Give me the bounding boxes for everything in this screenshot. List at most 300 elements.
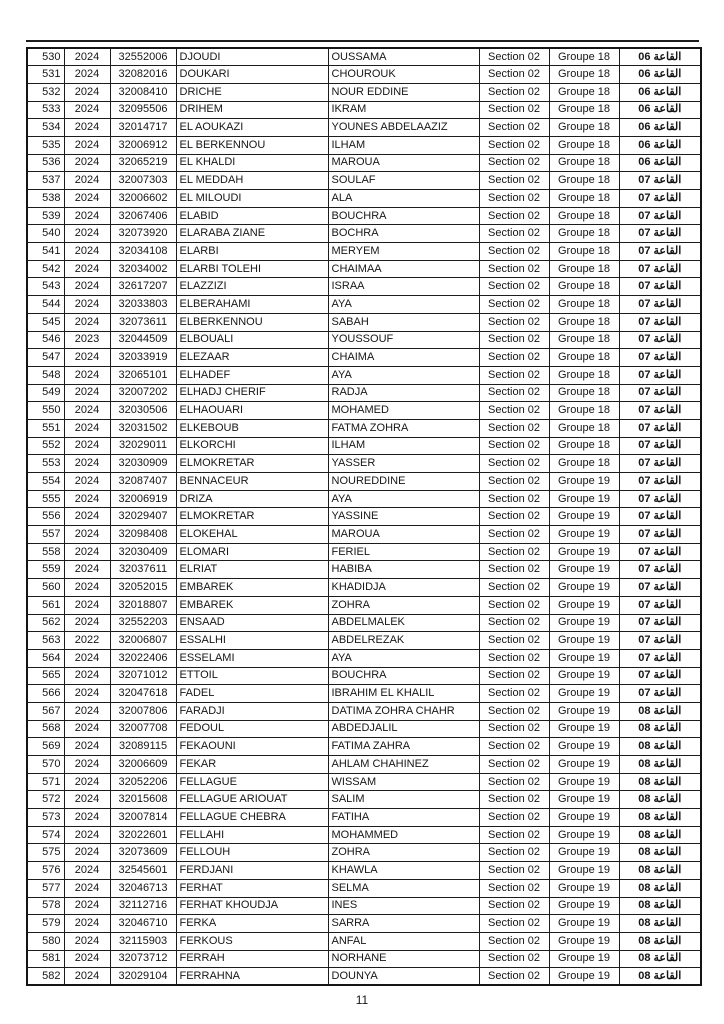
table-row bbox=[27, 844, 701, 862]
cell-last-name: FERKOUS bbox=[176, 932, 328, 950]
table-row bbox=[27, 968, 701, 986]
cell-groupe: Groupe 18 bbox=[549, 437, 619, 455]
cell-year: 2024 bbox=[64, 101, 110, 119]
cell-groupe: Groupe 19 bbox=[549, 932, 619, 950]
cell-row-number: 578 bbox=[27, 897, 64, 915]
cell-room: القاعة 08 bbox=[619, 791, 701, 809]
cell-section: Section 02 bbox=[479, 844, 549, 862]
cell-last-name: ELMOKRETAR bbox=[176, 508, 328, 526]
cell-row-number: 539 bbox=[27, 207, 64, 225]
cell-room: القاعة 08 bbox=[619, 862, 701, 880]
cell-row-number: 570 bbox=[27, 756, 64, 774]
cell-groupe: Groupe 19 bbox=[549, 968, 619, 986]
cell-year: 2024 bbox=[64, 720, 110, 738]
cell-registration-id: 32018807 bbox=[110, 596, 176, 614]
cell-registration-id: 32112716 bbox=[110, 897, 176, 915]
cell-registration-id: 32006912 bbox=[110, 136, 176, 154]
cell-year: 2024 bbox=[64, 313, 110, 331]
cell-row-number: 531 bbox=[27, 66, 64, 84]
cell-section: Section 02 bbox=[479, 579, 549, 597]
cell-section: Section 02 bbox=[479, 968, 549, 986]
cell-room: القاعة 07 bbox=[619, 278, 701, 296]
cell-first-name: ISRAA bbox=[328, 278, 479, 296]
cell-room: القاعة 08 bbox=[619, 756, 701, 774]
cell-registration-id: 32029011 bbox=[110, 437, 176, 455]
cell-first-name: AYA bbox=[328, 490, 479, 508]
cell-first-name: CHAIMA bbox=[328, 349, 479, 367]
cell-last-name: ELARABA ZIANE bbox=[176, 225, 328, 243]
cell-first-name: KHADIDJA bbox=[328, 579, 479, 597]
cell-section: Section 02 bbox=[479, 437, 549, 455]
cell-row-number: 550 bbox=[27, 402, 64, 420]
cell-section: Section 02 bbox=[479, 83, 549, 101]
cell-row-number: 565 bbox=[27, 667, 64, 685]
cell-year: 2024 bbox=[64, 508, 110, 526]
cell-room: القاعة 08 bbox=[619, 968, 701, 986]
cell-last-name: ELRIAT bbox=[176, 561, 328, 579]
cell-year: 2024 bbox=[64, 384, 110, 402]
cell-row-number: 535 bbox=[27, 136, 64, 154]
cell-year: 2024 bbox=[64, 579, 110, 597]
cell-section: Section 02 bbox=[479, 455, 549, 473]
cell-registration-id: 32073609 bbox=[110, 844, 176, 862]
cell-year: 2024 bbox=[64, 702, 110, 720]
cell-last-name: DRIZA bbox=[176, 490, 328, 508]
cell-groupe: Groupe 18 bbox=[549, 207, 619, 225]
table-row bbox=[27, 596, 701, 614]
cell-year: 2024 bbox=[64, 667, 110, 685]
cell-registration-id: 32052206 bbox=[110, 773, 176, 791]
cell-row-number: 549 bbox=[27, 384, 64, 402]
cell-section: Section 02 bbox=[479, 915, 549, 933]
cell-first-name: ILHAM bbox=[328, 136, 479, 154]
cell-last-name: FERKA bbox=[176, 915, 328, 933]
cell-row-number: 575 bbox=[27, 844, 64, 862]
cell-year: 2024 bbox=[64, 773, 110, 791]
cell-year: 2024 bbox=[64, 473, 110, 491]
cell-first-name: AHLAM CHAHINEZ bbox=[328, 756, 479, 774]
cell-room: القاعة 07 bbox=[619, 225, 701, 243]
cell-first-name: FATMA ZOHRA bbox=[328, 419, 479, 437]
cell-section: Section 02 bbox=[479, 313, 549, 331]
cell-groupe: Groupe 19 bbox=[549, 490, 619, 508]
table-row bbox=[27, 862, 701, 880]
cell-first-name: ZOHRA bbox=[328, 596, 479, 614]
cell-year: 2024 bbox=[64, 897, 110, 915]
table-row bbox=[27, 897, 701, 915]
cell-first-name: AYA bbox=[328, 366, 479, 384]
cell-row-number: 538 bbox=[27, 190, 64, 208]
cell-first-name: YOUSSOUF bbox=[328, 331, 479, 349]
cell-groupe: Groupe 18 bbox=[549, 66, 619, 84]
cell-section: Section 02 bbox=[479, 260, 549, 278]
cell-section: Section 02 bbox=[479, 508, 549, 526]
cell-first-name: NORHANE bbox=[328, 950, 479, 968]
cell-section: Section 02 bbox=[479, 136, 549, 154]
cell-room: القاعة 07 bbox=[619, 455, 701, 473]
cell-last-name: FEKAOUNI bbox=[176, 738, 328, 756]
cell-groupe: Groupe 18 bbox=[549, 260, 619, 278]
cell-groupe: Groupe 19 bbox=[549, 543, 619, 561]
cell-room: القاعة 08 bbox=[619, 826, 701, 844]
cell-first-name: AYA bbox=[328, 649, 479, 667]
cell-section: Section 02 bbox=[479, 791, 549, 809]
cell-section: Section 02 bbox=[479, 879, 549, 897]
cell-groupe: Groupe 19 bbox=[549, 809, 619, 827]
cell-registration-id: 32007303 bbox=[110, 172, 176, 190]
table-row bbox=[27, 48, 701, 66]
cell-year: 2024 bbox=[64, 154, 110, 172]
table-row bbox=[27, 543, 701, 561]
cell-registration-id: 32087407 bbox=[110, 473, 176, 491]
cell-room: القاعة 07 bbox=[619, 207, 701, 225]
cell-room: القاعة 08 bbox=[619, 702, 701, 720]
cell-registration-id: 32030909 bbox=[110, 455, 176, 473]
cell-registration-id: 32545601 bbox=[110, 862, 176, 880]
cell-last-name: ELBERAHAMI bbox=[176, 296, 328, 314]
cell-registration-id: 32037611 bbox=[110, 561, 176, 579]
cell-row-number: 573 bbox=[27, 809, 64, 827]
cell-row-number: 534 bbox=[27, 119, 64, 137]
cell-room: القاعة 06 bbox=[619, 66, 701, 84]
cell-section: Section 02 bbox=[479, 101, 549, 119]
table-row bbox=[27, 809, 701, 827]
cell-row-number: 579 bbox=[27, 915, 64, 933]
table-row bbox=[27, 349, 701, 367]
table-row bbox=[27, 384, 701, 402]
cell-year: 2024 bbox=[64, 932, 110, 950]
cell-row-number: 536 bbox=[27, 154, 64, 172]
cell-registration-id: 32073920 bbox=[110, 225, 176, 243]
cell-groupe: Groupe 18 bbox=[549, 402, 619, 420]
cell-year: 2024 bbox=[64, 950, 110, 968]
cell-last-name: ELHADJ CHERIF bbox=[176, 384, 328, 402]
table-row bbox=[27, 419, 701, 437]
cell-registration-id: 32022601 bbox=[110, 826, 176, 844]
cell-groupe: Groupe 19 bbox=[549, 950, 619, 968]
table-row bbox=[27, 101, 701, 119]
cell-last-name: ELARBI TOLEHI bbox=[176, 260, 328, 278]
cell-first-name: FERIEL bbox=[328, 543, 479, 561]
cell-last-name: DOUKARI bbox=[176, 66, 328, 84]
table-row bbox=[27, 207, 701, 225]
table-row bbox=[27, 260, 701, 278]
cell-row-number: 555 bbox=[27, 490, 64, 508]
cell-room: القاعة 07 bbox=[619, 384, 701, 402]
cell-groupe: Groupe 19 bbox=[549, 720, 619, 738]
table-row bbox=[27, 667, 701, 685]
cell-groupe: Groupe 19 bbox=[549, 738, 619, 756]
cell-row-number: 540 bbox=[27, 225, 64, 243]
cell-registration-id: 32007202 bbox=[110, 384, 176, 402]
cell-room: القاعة 07 bbox=[619, 561, 701, 579]
cell-section: Section 02 bbox=[479, 543, 549, 561]
table-row bbox=[27, 136, 701, 154]
cell-last-name: ELMOKRETAR bbox=[176, 455, 328, 473]
cell-room: القاعة 06 bbox=[619, 83, 701, 101]
cell-last-name: FADEL bbox=[176, 685, 328, 703]
cell-year: 2024 bbox=[64, 915, 110, 933]
cell-last-name: DRIHEM bbox=[176, 101, 328, 119]
cell-row-number: 561 bbox=[27, 596, 64, 614]
cell-first-name: IKRAM bbox=[328, 101, 479, 119]
student-roster-table bbox=[26, 47, 702, 986]
cell-year: 2024 bbox=[64, 119, 110, 137]
cell-row-number: 560 bbox=[27, 579, 64, 597]
cell-row-number: 544 bbox=[27, 296, 64, 314]
cell-registration-id: 32015608 bbox=[110, 791, 176, 809]
cell-section: Section 02 bbox=[479, 366, 549, 384]
cell-first-name: BOUCHRA bbox=[328, 667, 479, 685]
cell-section: Section 02 bbox=[479, 490, 549, 508]
cell-section: Section 02 bbox=[479, 402, 549, 420]
cell-year: 2022 bbox=[64, 632, 110, 650]
cell-groupe: Groupe 18 bbox=[549, 243, 619, 261]
cell-year: 2024 bbox=[64, 83, 110, 101]
cell-row-number: 559 bbox=[27, 561, 64, 579]
cell-groupe: Groupe 18 bbox=[549, 331, 619, 349]
cell-last-name: DJOUDI bbox=[176, 48, 328, 66]
cell-last-name: FERRAHNA bbox=[176, 968, 328, 986]
cell-section: Section 02 bbox=[479, 243, 549, 261]
cell-groupe: Groupe 18 bbox=[549, 136, 619, 154]
cell-first-name: CHOUROUK bbox=[328, 66, 479, 84]
cell-groupe: Groupe 18 bbox=[549, 119, 619, 137]
cell-section: Section 02 bbox=[479, 349, 549, 367]
cell-first-name: NOUR EDDINE bbox=[328, 83, 479, 101]
table-row bbox=[27, 296, 701, 314]
table-row bbox=[27, 720, 701, 738]
cell-room: القاعة 07 bbox=[619, 508, 701, 526]
cell-room: القاعة 08 bbox=[619, 738, 701, 756]
cell-last-name: FELLAHI bbox=[176, 826, 328, 844]
cell-groupe: Groupe 19 bbox=[549, 879, 619, 897]
cell-year: 2024 bbox=[64, 278, 110, 296]
cell-last-name: FEDOUL bbox=[176, 720, 328, 738]
cell-section: Section 02 bbox=[479, 738, 549, 756]
cell-first-name: YASSER bbox=[328, 455, 479, 473]
cell-first-name: SOULAF bbox=[328, 172, 479, 190]
cell-section: Section 02 bbox=[479, 473, 549, 491]
cell-registration-id: 32089115 bbox=[110, 738, 176, 756]
cell-room: القاعة 08 bbox=[619, 809, 701, 827]
cell-registration-id: 32030506 bbox=[110, 402, 176, 420]
cell-first-name: IBRAHIM EL KHALIL bbox=[328, 685, 479, 703]
cell-groupe: Groupe 19 bbox=[549, 667, 619, 685]
cell-first-name: AYA bbox=[328, 296, 479, 314]
cell-registration-id: 32029104 bbox=[110, 968, 176, 986]
cell-section: Section 02 bbox=[479, 596, 549, 614]
cell-section: Section 02 bbox=[479, 526, 549, 544]
cell-section: Section 02 bbox=[479, 702, 549, 720]
cell-first-name: ABDELREZAK bbox=[328, 632, 479, 650]
page-number: 11 bbox=[355, 993, 369, 1007]
table-row bbox=[27, 950, 701, 968]
cell-year: 2024 bbox=[64, 402, 110, 420]
cell-room: القاعة 07 bbox=[619, 243, 701, 261]
cell-row-number: 547 bbox=[27, 349, 64, 367]
cell-row-number: 551 bbox=[27, 419, 64, 437]
cell-groupe: Groupe 19 bbox=[549, 826, 619, 844]
cell-row-number: 556 bbox=[27, 508, 64, 526]
cell-section: Section 02 bbox=[479, 331, 549, 349]
cell-registration-id: 32006807 bbox=[110, 632, 176, 650]
cell-room: القاعة 08 bbox=[619, 879, 701, 897]
cell-first-name: SELMA bbox=[328, 879, 479, 897]
cell-groupe: Groupe 19 bbox=[549, 561, 619, 579]
cell-row-number: 562 bbox=[27, 614, 64, 632]
cell-last-name: ENSAAD bbox=[176, 614, 328, 632]
table-row bbox=[27, 366, 701, 384]
cell-year: 2024 bbox=[64, 437, 110, 455]
cell-last-name: ELOMARI bbox=[176, 543, 328, 561]
cell-last-name: ELOKEHAL bbox=[176, 526, 328, 544]
cell-groupe: Groupe 19 bbox=[549, 614, 619, 632]
cell-registration-id: 32047618 bbox=[110, 685, 176, 703]
cell-row-number: 580 bbox=[27, 932, 64, 950]
cell-registration-id: 32033803 bbox=[110, 296, 176, 314]
table-row bbox=[27, 473, 701, 491]
cell-groupe: Groupe 19 bbox=[549, 791, 619, 809]
cell-first-name: ZOHRA bbox=[328, 844, 479, 862]
cell-registration-id: 32046713 bbox=[110, 879, 176, 897]
cell-groupe: Groupe 19 bbox=[549, 773, 619, 791]
cell-groupe: Groupe 19 bbox=[549, 756, 619, 774]
cell-year: 2024 bbox=[64, 349, 110, 367]
cell-groupe: Groupe 18 bbox=[549, 455, 619, 473]
cell-row-number: 552 bbox=[27, 437, 64, 455]
cell-row-number: 541 bbox=[27, 243, 64, 261]
cell-last-name: FELLAGUE CHEBRA bbox=[176, 809, 328, 827]
cell-room: القاعة 07 bbox=[619, 649, 701, 667]
table-row bbox=[27, 313, 701, 331]
cell-room: القاعة 08 bbox=[619, 915, 701, 933]
cell-registration-id: 32098408 bbox=[110, 526, 176, 544]
cell-room: القاعة 07 bbox=[619, 632, 701, 650]
cell-last-name: ESSELAMI bbox=[176, 649, 328, 667]
cell-year: 2024 bbox=[64, 66, 110, 84]
cell-groupe: Groupe 18 bbox=[549, 296, 619, 314]
cell-section: Section 02 bbox=[479, 862, 549, 880]
cell-last-name: FERHAT KHOUDJA bbox=[176, 897, 328, 915]
cell-row-number: 542 bbox=[27, 260, 64, 278]
cell-first-name: ABDELMALEK bbox=[328, 614, 479, 632]
cell-year: 2023 bbox=[64, 331, 110, 349]
table-row bbox=[27, 490, 701, 508]
cell-year: 2024 bbox=[64, 596, 110, 614]
cell-row-number: 558 bbox=[27, 543, 64, 561]
cell-last-name: EL KHALDI bbox=[176, 154, 328, 172]
cell-year: 2024 bbox=[64, 366, 110, 384]
cell-last-name: ELKEBOUB bbox=[176, 419, 328, 437]
cell-groupe: Groupe 19 bbox=[549, 862, 619, 880]
cell-first-name: ABDEDJALIL bbox=[328, 720, 479, 738]
cell-first-name: SABAH bbox=[328, 313, 479, 331]
cell-section: Section 02 bbox=[479, 773, 549, 791]
cell-section: Section 02 bbox=[479, 632, 549, 650]
cell-registration-id: 32073712 bbox=[110, 950, 176, 968]
cell-year: 2024 bbox=[64, 879, 110, 897]
cell-registration-id: 32007806 bbox=[110, 702, 176, 720]
cell-registration-id: 32031502 bbox=[110, 419, 176, 437]
cell-year: 2024 bbox=[64, 756, 110, 774]
cell-groupe: Groupe 19 bbox=[549, 844, 619, 862]
cell-first-name: BOUCHRA bbox=[328, 207, 479, 225]
cell-first-name: MOHAMMED bbox=[328, 826, 479, 844]
cell-room: القاعة 07 bbox=[619, 313, 701, 331]
cell-last-name: FARADJI bbox=[176, 702, 328, 720]
cell-groupe: Groupe 19 bbox=[549, 897, 619, 915]
cell-room: القاعة 07 bbox=[619, 685, 701, 703]
table-row bbox=[27, 66, 701, 84]
cell-year: 2024 bbox=[64, 862, 110, 880]
cell-section: Section 02 bbox=[479, 685, 549, 703]
cell-year: 2024 bbox=[64, 685, 110, 703]
cell-groupe: Groupe 18 bbox=[549, 83, 619, 101]
cell-groupe: Groupe 19 bbox=[549, 632, 619, 650]
cell-first-name: DATIMA ZOHRA CHAHR bbox=[328, 702, 479, 720]
cell-registration-id: 32095506 bbox=[110, 101, 176, 119]
cell-groupe: Groupe 19 bbox=[549, 579, 619, 597]
cell-room: القاعة 07 bbox=[619, 366, 701, 384]
cell-groupe: Groupe 19 bbox=[549, 649, 619, 667]
cell-section: Section 02 bbox=[479, 296, 549, 314]
cell-year: 2024 bbox=[64, 791, 110, 809]
cell-section: Section 02 bbox=[479, 649, 549, 667]
cell-groupe: Groupe 18 bbox=[549, 313, 619, 331]
cell-row-number: 533 bbox=[27, 101, 64, 119]
cell-registration-id: 32034002 bbox=[110, 260, 176, 278]
cell-section: Section 02 bbox=[479, 826, 549, 844]
cell-last-name: EL AOUKAZI bbox=[176, 119, 328, 137]
cell-last-name: ELKORCHI bbox=[176, 437, 328, 455]
table-row bbox=[27, 579, 701, 597]
cell-section: Section 02 bbox=[479, 154, 549, 172]
cell-year: 2024 bbox=[64, 190, 110, 208]
cell-year: 2024 bbox=[64, 738, 110, 756]
cell-last-name: EMBAREK bbox=[176, 596, 328, 614]
cell-registration-id: 32033919 bbox=[110, 349, 176, 367]
table-row bbox=[27, 915, 701, 933]
cell-year: 2024 bbox=[64, 243, 110, 261]
cell-year: 2024 bbox=[64, 826, 110, 844]
table-row bbox=[27, 561, 701, 579]
cell-first-name: WISSAM bbox=[328, 773, 479, 791]
cell-room: القاعة 07 bbox=[619, 260, 701, 278]
cell-year: 2024 bbox=[64, 526, 110, 544]
table-row bbox=[27, 119, 701, 137]
cell-first-name: OUSSAMA bbox=[328, 48, 479, 66]
cell-row-number: 543 bbox=[27, 278, 64, 296]
cell-registration-id: 32030409 bbox=[110, 543, 176, 561]
cell-room: القاعة 08 bbox=[619, 773, 701, 791]
cell-last-name: ELBOUALI bbox=[176, 331, 328, 349]
cell-section: Section 02 bbox=[479, 932, 549, 950]
cell-year: 2024 bbox=[64, 809, 110, 827]
cell-room: القاعة 07 bbox=[619, 473, 701, 491]
cell-groupe: Groupe 18 bbox=[549, 101, 619, 119]
cell-row-number: 545 bbox=[27, 313, 64, 331]
cell-room: القاعة 06 bbox=[619, 48, 701, 66]
cell-room: القاعة 06 bbox=[619, 136, 701, 154]
table-row bbox=[27, 455, 701, 473]
cell-first-name: RADJA bbox=[328, 384, 479, 402]
cell-registration-id: 32044509 bbox=[110, 331, 176, 349]
cell-room: القاعة 07 bbox=[619, 579, 701, 597]
cell-registration-id: 32067406 bbox=[110, 207, 176, 225]
table-row bbox=[27, 685, 701, 703]
cell-groupe: Groupe 19 bbox=[549, 526, 619, 544]
